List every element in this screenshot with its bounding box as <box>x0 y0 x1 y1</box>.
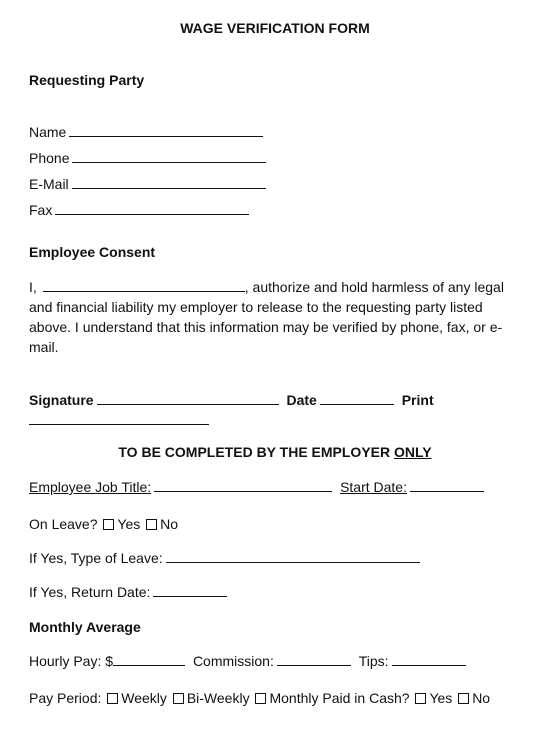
start-date-field[interactable] <box>410 479 484 492</box>
phone-field[interactable] <box>72 150 266 163</box>
employee-name-field[interactable] <box>43 279 245 292</box>
email-field[interactable] <box>72 176 266 189</box>
name-field[interactable] <box>69 124 263 137</box>
paid-in-cash-label: Paid in Cash? <box>322 690 410 706</box>
type-of-leave-field[interactable] <box>166 550 420 563</box>
job-title-row <box>29 478 484 496</box>
signature-label: Signature <box>29 392 94 408</box>
on-leave-no-label: No <box>160 516 179 532</box>
phone-label: Phone <box>29 150 70 166</box>
employer-heading-main: TO BE COMPLETED BY THE EMPLOYER <box>118 444 391 460</box>
cash-yes-label: Yes <box>429 690 453 706</box>
weekly-label: Weekly <box>121 690 167 706</box>
tips-label: Tips: <box>358 653 389 669</box>
commission-field[interactable] <box>277 653 351 666</box>
hourly-pay-field[interactable] <box>113 653 185 666</box>
cash-no-checkbox[interactable] <box>458 693 469 704</box>
signature-row <box>29 391 434 409</box>
tips-field[interactable] <box>392 653 466 666</box>
fax-field[interactable] <box>55 202 249 215</box>
monthly-average-heading: Monthly Average <box>29 619 141 635</box>
return-date-label: If Yes, Return Date: <box>29 584 151 600</box>
print-label: Print <box>401 392 434 408</box>
pay-row <box>29 652 466 670</box>
on-leave-row <box>29 515 178 533</box>
type-of-leave-row <box>29 549 420 567</box>
cash-no-label: No <box>472 690 491 706</box>
fax-row <box>29 201 249 219</box>
date-label: Date <box>286 392 317 408</box>
monthly-label: Monthly <box>269 690 319 706</box>
on-leave-no-checkbox[interactable] <box>146 519 157 530</box>
employer-heading-emphasis: ONLY <box>394 444 432 460</box>
pay-period-row <box>29 689 490 707</box>
name-label: Name <box>29 124 67 140</box>
name-row <box>29 123 263 141</box>
type-of-leave-label: If Yes, Type of Leave: <box>29 550 163 566</box>
start-date-label: Start Date: <box>340 479 407 495</box>
form-title: WAGE VERIFICATION FORM <box>180 20 370 36</box>
signature-field[interactable] <box>97 392 279 405</box>
commission-label: Commission: <box>192 653 274 669</box>
hourly-pay-label: Hourly Pay: $ <box>29 653 114 669</box>
job-title-field[interactable] <box>154 479 332 492</box>
job-title-label: Employee Job Title: <box>29 479 152 495</box>
fax-label: Fax <box>29 202 53 218</box>
phone-row <box>29 149 266 167</box>
email-label: E-Mail <box>29 176 69 192</box>
email-row <box>29 175 266 193</box>
return-date-field[interactable] <box>153 584 227 597</box>
employee-consent-heading: Employee Consent <box>29 244 156 260</box>
print-name-field[interactable] <box>29 424 209 425</box>
pay-period-label: Pay Period: <box>29 690 102 706</box>
date-field[interactable] <box>320 392 394 405</box>
consent-paragraph <box>29 277 524 357</box>
on-leave-yes-label: Yes <box>117 516 141 532</box>
on-leave-yes-checkbox[interactable] <box>103 519 114 530</box>
weekly-checkbox[interactable] <box>107 693 118 704</box>
on-leave-label: On Leave? <box>29 516 98 532</box>
bi-weekly-checkbox[interactable] <box>173 693 184 704</box>
cash-yes-checkbox[interactable] <box>415 693 426 704</box>
employer-section-heading <box>0 443 550 461</box>
consent-text-rest: and financial liability my employer to release to the requesting party listed above. I understand that this information may be verified by phone, fax, or e-mail. <box>29 299 503 355</box>
bi-weekly-label: Bi-Weekly <box>186 690 250 706</box>
consent-text-line1: , authorize and hold harmless of any legal <box>244 279 504 295</box>
requesting-party-heading: Requesting Party <box>29 72 145 88</box>
return-date-row <box>29 583 227 601</box>
consent-prefix: I, <box>29 279 37 295</box>
monthly-checkbox[interactable] <box>255 693 266 704</box>
